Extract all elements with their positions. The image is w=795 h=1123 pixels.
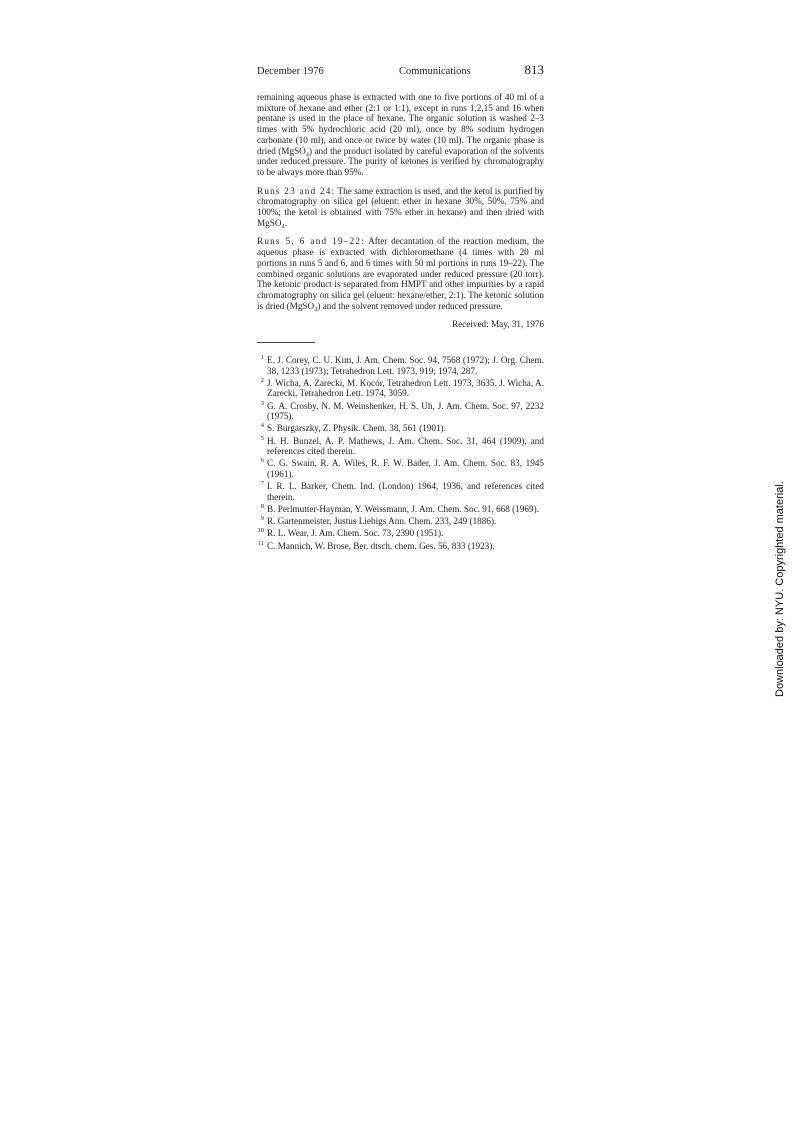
journal-page [257, 62, 544, 553]
download-notice-text: Downloaded by: NYU. Copyrighted material. [774, 481, 786, 697]
reference-text: G. A. Crosby, N. M. Weinshenker, H. S. Uh, J. Am. Chem. Soc. 97, 2232 (1975). [267, 400, 544, 422]
reference-item [257, 355, 544, 376]
reference-text: R. L. Wear, J. Am. Chem. Soc. 73, 2390 (1951). [267, 528, 444, 539]
reference-item [257, 401, 544, 422]
reference-item [257, 516, 544, 527]
header-page-number: 813 [524, 62, 544, 77]
reference-text: J. Wicha, A. Zarecki, M. Kocór, Tetrahedron Lett. 1973, 3635. J. Wicha, A. Zarecki, Tetrahedron Lett. 1974, 3059. [267, 377, 544, 399]
paragraph-lead: Runs 23 and 24: [257, 185, 336, 196]
body-paragraph [257, 236, 544, 311]
footnote-divider [257, 342, 315, 343]
reference-item [257, 481, 544, 502]
reference-number: 10 [257, 527, 264, 535]
reference-text: I. R. L. Barker, Chem. Ind. (London) 1964, 1936, and references cited therein. [267, 481, 544, 502]
received-date: Received: May, 31, 1976 [451, 319, 544, 330]
reference-text: E. J. Corey, C. U. Kim, J. Am. Chem. Soc. 94, 7568 (1972); J. Org. Chem. 38, 1233 (1973); Tetrahedron Lett. 1973, 919; 1974, 287. [267, 355, 544, 376]
header-section-title: Communications [399, 66, 471, 77]
paragraph-text: After decantation of the reaction medium, the aqueous phase is extracted with dichloromethane (4 times with 20 ml portions in runs 5 and 6, and 6 times with 50 ml portions in runs 19–22). The combined organic solutions are evaporated under reduced pressure (20 torr). The ketonic product is separated from HMPT and other impurities by a rapid chromatography on silica gel (eluent: hexane/ether, 2:1). The ketonic solution is dried (MgSO₄) and the solvent removed under reduced pressure. [257, 236, 544, 311]
reference-item [257, 458, 544, 479]
reference-item [257, 541, 544, 552]
reference-number: 11 [257, 539, 264, 547]
reference-number: 7 [260, 480, 264, 488]
reference-text: S. Burgarszky, Z. Physik. Chem. 38, 561 (1901). [267, 423, 446, 434]
reference-text: H. H. Bunzel, A. P. Mathews, J. Am. Chem. Soc. 31, 464 (1909), and references cited therein. [267, 435, 544, 457]
reference-item [257, 423, 544, 434]
reference-text: C. Mannich, W. Brose, Ber. dtsch. chem. Ges. 56, 833 (1923). [267, 540, 495, 551]
reference-item [257, 436, 544, 457]
paragraph-lead: Runs 5, 6 and 19–22: [257, 236, 365, 247]
page-header [257, 62, 544, 82]
reference-number: 1 [260, 354, 264, 362]
paragraph-text: The same extraction is used, and the ketol is purified by chromatography on silica gel (eluent: ether in hexane 30%, 50%, 75% and 100%; the ketol is obtained with 75% ether in hexane) and then dried with MgSO₄. [257, 185, 544, 228]
reference-item [257, 378, 544, 399]
reference-list [257, 355, 544, 551]
reference-text: C. G. Swain, R. A. Wiles, R. F. W. Bader, J. Am. Chem. Soc. 83, 1945 (1961). [267, 458, 544, 479]
article-body [257, 92, 544, 330]
reference-number: 9 [260, 515, 264, 523]
body-paragraph [257, 92, 544, 178]
reference-text: R. Gartenmeister, Justus Liebigs Ann. Chem. 233, 249 (1886). [267, 516, 497, 527]
paragraph-text: remaining aqueous phase is extracted with one to five portions of 40 ml of a mixture of hexane and ether (2:1 or 1:1), except in runs 1,2,15 and 16 when pentane is used in the place of hexane. The organic solution is washed 2–3 times with 5% hydrochloric acid (20 ml), once by 8% sodium hydrogen carbonate (10 ml), and once or twice by water (10 ml). The organic phase is dried (MgSO₄) and the product isolated by careful evaporation of the solvents under reduced pressure. The purity of ketones is verified by chromatography to be always more than 95%. [257, 92, 544, 177]
reference-number: 8 [260, 502, 264, 510]
body-paragraph [257, 186, 544, 229]
reference-number: 6 [260, 457, 264, 465]
reference-number: 4 [260, 422, 264, 430]
header-date: December 1976 [257, 66, 324, 77]
reference-item [257, 504, 544, 515]
reference-item [257, 528, 544, 539]
reference-text: B. Perlmutter-Hayman, Y. Weissmann, J. Am. Chem. Soc. 91, 668 (1969). [267, 503, 539, 514]
reference-number: 5 [260, 434, 264, 442]
reference-number: 2 [260, 376, 264, 384]
reference-number: 3 [260, 399, 264, 407]
